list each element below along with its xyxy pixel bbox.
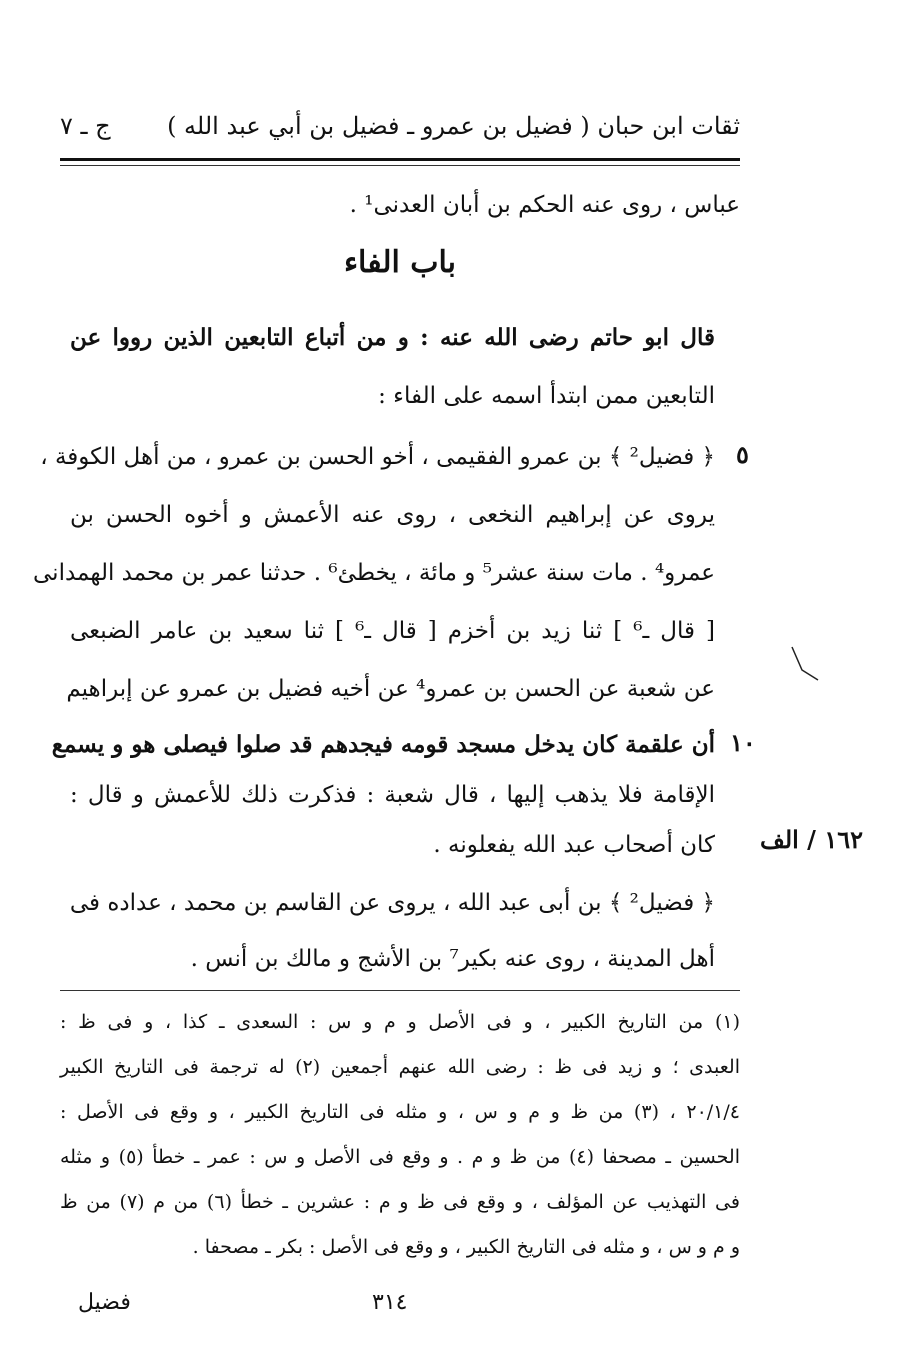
- entry2-line-2: أهل المدينة ، روى عنه بكير⁷ بن الأشج و مالك بن أنس .: [190, 946, 715, 972]
- footnote-line-2: العبدى ؛ و زيد فى ظ : رضى الله عنهم أجمعين (٢) له ترجمة فى التاريخ الكبير: [60, 1056, 740, 1078]
- line-number-10: ١٠: [730, 728, 756, 757]
- footnote-rule: [60, 990, 740, 991]
- entry1-line-3: عمرو⁴ . مات سنة عشر⁵ و مائة ، يخطئ⁶ . حدثنا عمر بن محمد الهمدانى: [33, 560, 715, 586]
- running-title: ثقات ابن حبان ( فضيل بن عمرو ـ فضيل بن أبي عبد الله ): [167, 112, 740, 140]
- continuation-line: عباس ، روى عنه الحكم بن أبان العدنى¹ .: [349, 192, 740, 218]
- entry2-line-1: ﴿ فضيل² ﴾ بن أبى عبد الله ، يروى عن القاسم بن محمد ، عداده فى: [69, 890, 715, 916]
- entry1-line-8: كان أصحاب عبد الله يفعلونه .: [433, 832, 715, 858]
- catchword: فضيل: [78, 1290, 131, 1315]
- folio-margin-note: ١٦٢ / الف: [760, 825, 863, 854]
- margin-pen-mark: [790, 645, 820, 685]
- entry1-line-2: يروى عن إبراهيم النخعى ، روى عنه الأعمش و أخوه الحسن بن: [70, 502, 715, 528]
- entry1-line-1: ﴿ فضيل² ﴾ بن عمرو الفقيمى ، أخو الحسن بن عمرو ، من أهل الكوفة ،: [40, 444, 715, 470]
- footnote-line-5: فى التهذيب عن المؤلف ، و وقع فى ظ و م : عشرين ـ خطأ (٦) من م (٧) من ظ: [60, 1191, 740, 1213]
- chapter-title: باب الفاء: [343, 245, 457, 280]
- header-rule-thick: [60, 158, 740, 161]
- intro-line-1: قال ابو حاتم رضى الله عنه : و من أتباع التابعين الذين رووا عن: [70, 324, 715, 351]
- volume-label: ج ـ ٧: [60, 112, 111, 140]
- header-rule-thin: [60, 165, 740, 166]
- footnote-line-6: و م و س ، و مثله فى التاريخ الكبير ، و وقع فى الأصل : بكر ـ مصحفا .: [192, 1236, 740, 1258]
- footnote-line-4: الحسين ـ مصحفا (٤) من ظ و م . و وقع فى الأصل و س : عمر ـ خطأ (٥) و مثله: [60, 1146, 740, 1168]
- entry1-line-7: الإقامة فلا يذهب إليها ، قال شعبة : فذكرت ذلك للأعمش و قال :: [70, 782, 715, 808]
- page-header: [60, 112, 740, 152]
- footnote-line-1: (١) من التاريخ الكبير ، و فى الأصل و م و س : السعدى ـ كذا ، و فى ظ :: [60, 1011, 740, 1033]
- intro-line-2: التابعين ممن ابتدأ اسمه على الفاء :: [378, 383, 715, 409]
- footnote-line-3: ٢٠/١/٤ ، (٣) من ظ و م و س ، و مثله فى التاريخ الكبير ، و وقع فى الأصل :: [60, 1101, 740, 1123]
- line-number-5: ٥: [736, 440, 749, 469]
- entry1-line-4: [ قال ـ⁶ ] ثنا زيد بن أخزم [ قال ـ⁶ ] ثنا سعيد بن عامر الضبعى: [70, 618, 715, 644]
- entry1-line-6: أن علقمة كان يدخل مسجد قومه فيجدهم قد صلوا فيصلى هو و يسمع: [51, 731, 715, 758]
- entry1-line-5: عن شعبة عن الحسن بن عمرو⁴ عن أخيه فضيل بن عمرو عن إبراهيم: [66, 676, 715, 702]
- page-number: ٣١٤: [372, 1290, 408, 1315]
